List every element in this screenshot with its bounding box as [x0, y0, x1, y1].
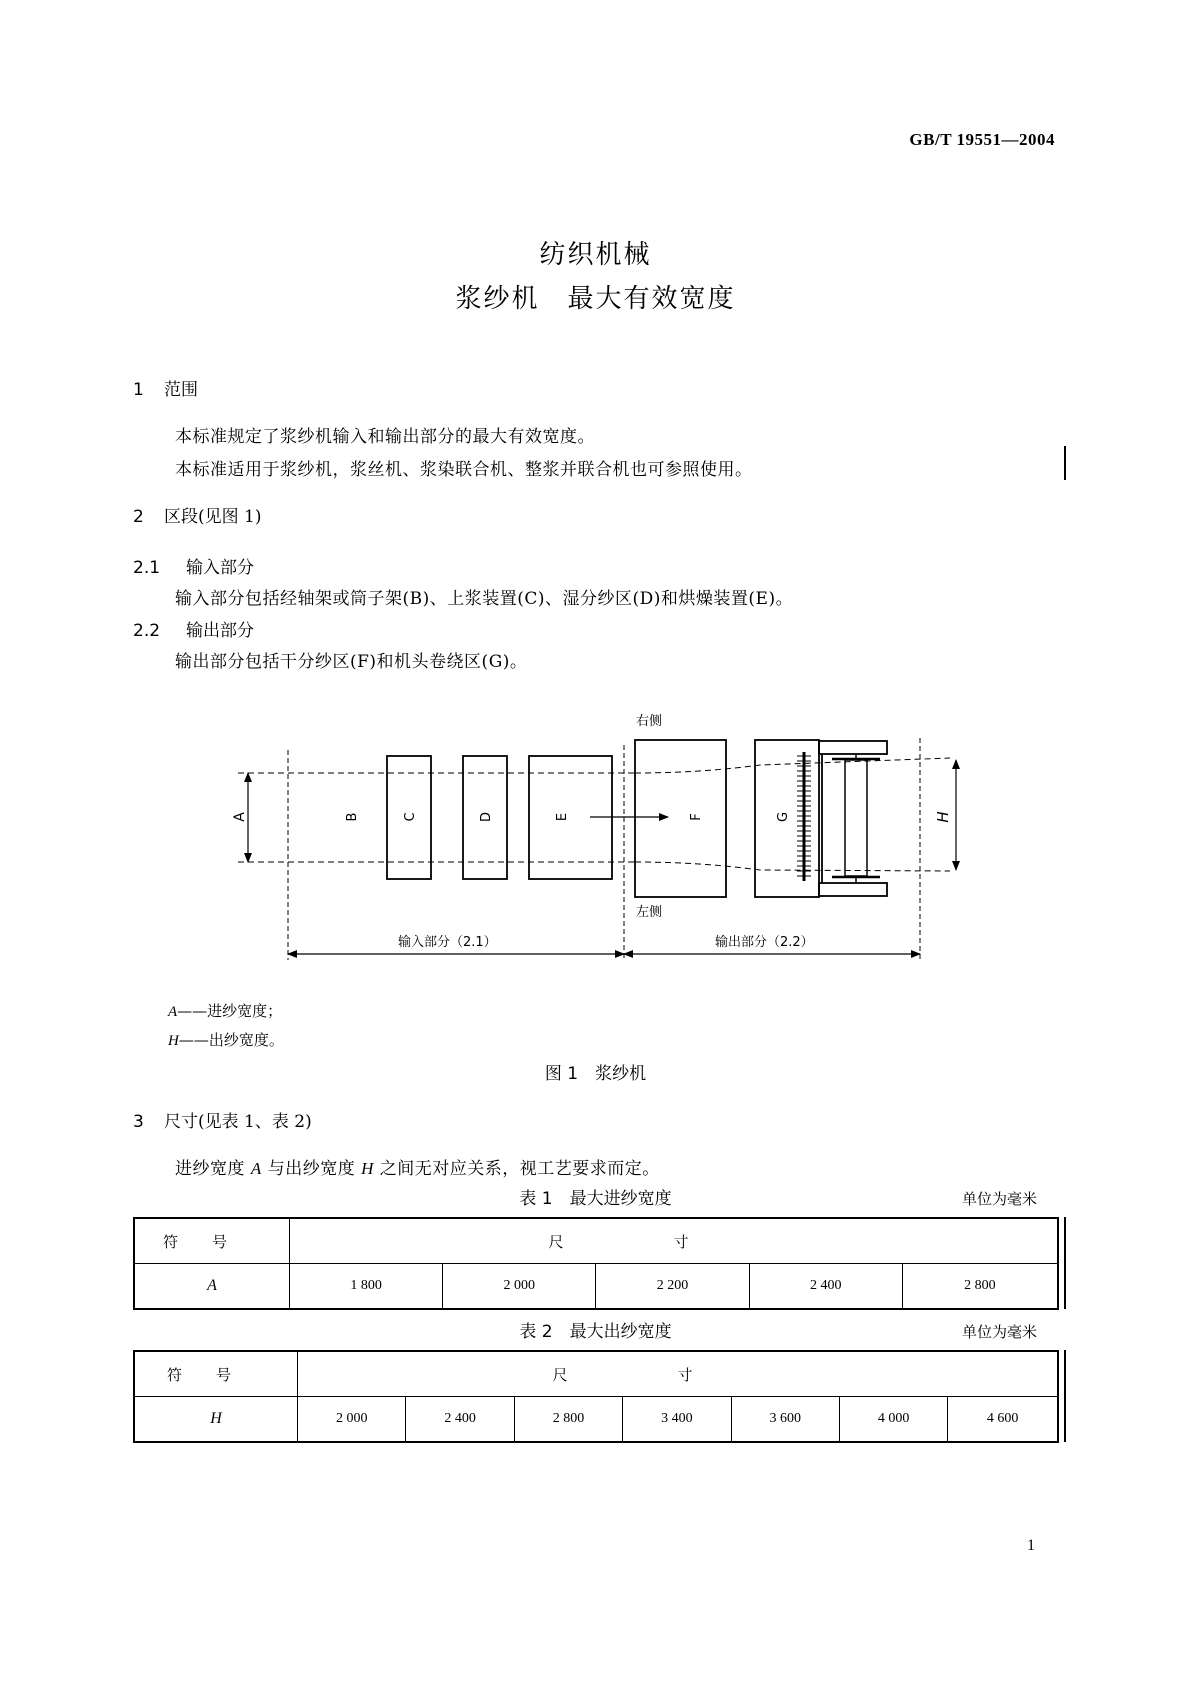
symbol-H-label: H [934, 811, 952, 823]
key-symbol: A [168, 1004, 178, 1020]
left-side-label: 左侧 [636, 905, 663, 920]
subsection-2-2-heading [133, 616, 254, 641]
section-1-heading [133, 375, 198, 400]
subsection-number: 2.1 [133, 558, 161, 578]
right-side-label: 右侧 [636, 714, 663, 729]
box-G-label: G [776, 811, 791, 823]
box-E-label: E [555, 812, 570, 822]
text-fragment: 之间无对应关系，视工艺要求而定。 [373, 1159, 660, 1179]
table-2-unit: 单位为毫米 [961, 1323, 1037, 1341]
header-symbol: 符号 [134, 1351, 298, 1397]
table-row [134, 1397, 1058, 1443]
box-C-label: C [403, 812, 418, 822]
subsection-2-1-heading [133, 553, 254, 578]
key-symbol: H [168, 1033, 179, 1049]
input-part-label: 输入部分（2.1） [398, 935, 497, 950]
subsection-number: 2.2 [133, 621, 161, 641]
text-fragment: 进纱宽度 [175, 1159, 251, 1179]
title-line-1: 纺织机械 [539, 240, 652, 270]
key-text: ——出纱宽度。 [178, 1031, 284, 1049]
section-3-para [175, 1154, 660, 1179]
title-line-2: 浆纱机 最大有效宽度 [455, 284, 736, 314]
value-cell: 2 800 [902, 1264, 1058, 1310]
section-ref: (见图 1) [198, 507, 262, 527]
box-F-label: F [689, 813, 704, 821]
table-2-caption: 表 2 最大出纱宽度 [519, 1322, 672, 1342]
table-1 [133, 1217, 1059, 1310]
subsection-title: 输入部分 [186, 558, 254, 578]
subsection-title: 输出部分 [186, 621, 254, 641]
table-1-unit: 单位为毫米 [961, 1190, 1037, 1208]
text-fragment: 与出纱宽度 [261, 1159, 362, 1179]
table-header-row [134, 1218, 1058, 1264]
table-row [134, 1264, 1058, 1310]
section-number: 2 [133, 507, 144, 527]
change-bar [1064, 446, 1066, 480]
value-cell: 3 600 [731, 1397, 839, 1443]
value-cell: 2 800 [514, 1397, 622, 1443]
value-cell: 2 400 [406, 1397, 514, 1443]
table-2 [133, 1350, 1059, 1443]
row-symbol: H [134, 1397, 298, 1443]
page-number: 1 [1027, 1537, 1035, 1554]
standard-number: GB/T 19551—2004 [909, 130, 1055, 149]
section-title: 区段 [164, 507, 198, 527]
section-1-para-1: 本标准规定了浆纱机输入和输出部分的最大有效宽度。 [175, 427, 595, 447]
value-cell: 4 000 [839, 1397, 947, 1443]
section-number: 3 [133, 1112, 144, 1132]
section-number: 1 [133, 380, 144, 400]
subsection-2-2-text: 输出部分包括干分纱区(F)和机头卷绕区(G)。 [175, 652, 528, 672]
section-ref: (见表 1、表 2) [198, 1112, 312, 1132]
value-cell: 2 000 [443, 1264, 596, 1310]
box-D-label: D [479, 811, 494, 823]
value-cell: 2 400 [749, 1264, 902, 1310]
header-size: 尺寸 [290, 1218, 1059, 1264]
value-cell: 1 800 [290, 1264, 443, 1310]
figure-key-H [168, 1029, 284, 1050]
section-title: 尺寸 [164, 1112, 198, 1132]
figure-1-diagram [0, 700, 1191, 980]
header-symbol: 符号 [134, 1218, 290, 1264]
section-1-para-2: 本标准适用于浆纱机，浆丝机、浆染联合机、整浆并联合机也可参照使用。 [175, 460, 753, 480]
change-bar [1064, 1350, 1066, 1442]
change-bar [1064, 1217, 1066, 1309]
section-2-heading [133, 502, 261, 527]
row-symbol: A [134, 1264, 290, 1310]
value-cell: 3 400 [623, 1397, 731, 1443]
value-cell: 4 600 [948, 1397, 1058, 1443]
symbol-A-label: A [232, 812, 248, 822]
symbol-H: H [361, 1159, 374, 1178]
table-header-row [134, 1351, 1058, 1397]
output-part-label: 输出部分（2.2） [715, 935, 814, 950]
figure-caption: 图 1 浆纱机 [544, 1064, 647, 1084]
section-3-heading [133, 1107, 312, 1132]
subsection-2-1-text: 输入部分包括经轴架或筒子架(B)、上浆装置(C)、湿分纱区(D)和烘燥装置(E)。 [175, 589, 794, 609]
key-text: ——进纱宽度； [177, 1002, 283, 1020]
value-cell: 2 200 [596, 1264, 749, 1310]
table-1-caption: 表 1 最大进纱宽度 [519, 1189, 672, 1209]
figure-key-A [168, 1000, 282, 1021]
header-size: 尺寸 [298, 1351, 1059, 1397]
box-B-label: B [345, 812, 360, 822]
section-title: 范围 [164, 380, 198, 400]
value-cell: 2 000 [298, 1397, 406, 1443]
symbol-A: A [250, 1159, 262, 1178]
